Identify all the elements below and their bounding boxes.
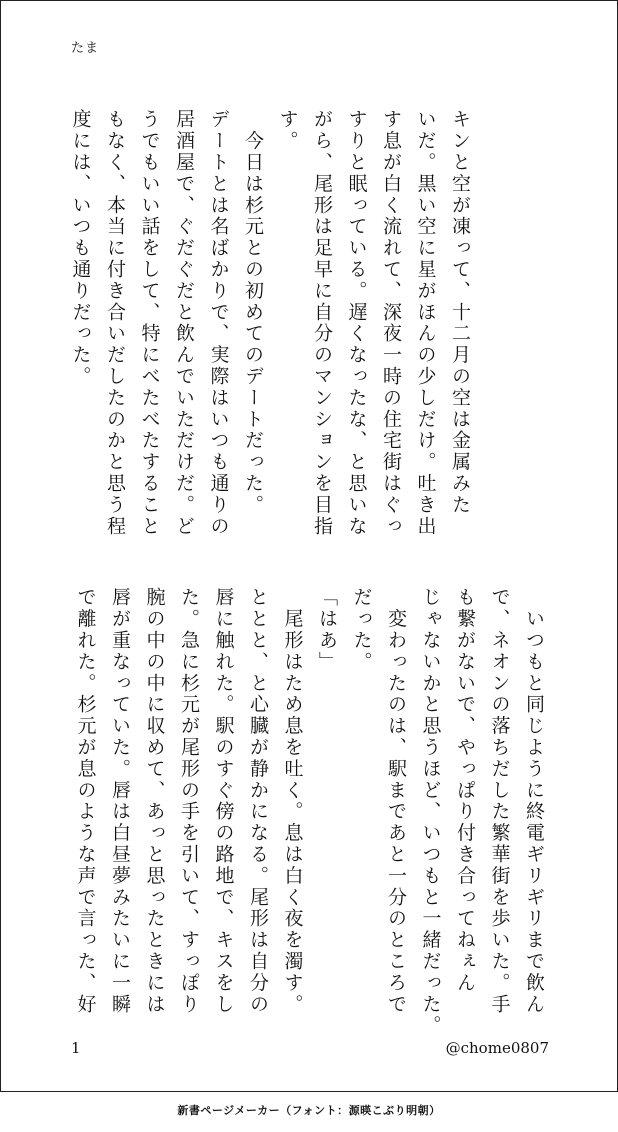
text-line: す息が白く流れて、深夜一時の住宅街はぐっ <box>380 109 402 537</box>
text-line: うでもいい話をして、特にべたべたすること <box>138 109 161 537</box>
text-line: ととと、と心臓が静かになる。尾形は自分の <box>247 587 269 1015</box>
text-line: す。 <box>276 109 299 152</box>
upper-text-block <box>63 109 477 537</box>
text-line: た。急に杉元が尾形の手を引いて、すっぽり <box>178 587 200 1015</box>
page-number: 1 <box>71 1039 81 1057</box>
text-line: がら、尾形は足早に自分のマンションを目指 <box>311 109 333 537</box>
lower-text-block <box>68 587 551 1037</box>
text-line: 変わったのは、駅まであと一分のところで <box>385 587 407 1015</box>
text-line: 今日は杉元との初めてのデートだった。 <box>242 109 264 516</box>
text-line: いだ。黒い空に星がほんの少しだけ。吐き出 <box>414 109 437 537</box>
text-line: いつもと同じように終電ギリギリまで飲ん <box>523 587 545 1015</box>
text-line: 尾形はため息を吐く。息は白く夜を濁す。 <box>281 587 304 1015</box>
text-line: 居酒屋で、ぐだぐだと飲んでいただけだ。ど <box>173 109 195 537</box>
text-line: もなく、本当に付き合いだしたのかと思う程 <box>104 109 126 537</box>
text-line: 「はあ」 <box>316 587 338 673</box>
text-line: すりと眠っている。遅くなったな、と思いな <box>345 109 368 537</box>
text-line: 腕の中の中に収めて、あっと思ったときには <box>143 587 166 1015</box>
footer-credit: 新書ページメーカー（フォント：源暎こぶり明朝） <box>177 1104 441 1117</box>
text-line: 唇に触れた。駅のすぐ傍の路地で、キスをし <box>212 587 235 1015</box>
text-line: じゃないかと思うほど、いつもと一緒だった。 <box>419 587 442 1037</box>
text-line: 唇が重なっていた。唇は白昼夢みたいに一瞬 <box>109 587 131 1015</box>
text-line: も繋がないで、やっぱり付き合ってねぇん <box>454 587 476 994</box>
author-handle: @chome0807 <box>445 1039 549 1057</box>
text-line: 度には、いつも通りだった。 <box>69 109 92 388</box>
text-line: デートとは名ばかりで、実際はいつも通りの <box>207 109 230 537</box>
text-line: で、ネオンの落ちだした繁華街を歩いた。手 <box>488 587 511 1015</box>
header-title: たま <box>71 41 100 56</box>
text-line: キンと空が凍って、十二月の空は金属みた <box>449 109 471 516</box>
text-line: で離れた。杉元が息のような声で言った、好 <box>74 587 97 1015</box>
text-line: だった。 <box>350 587 373 673</box>
